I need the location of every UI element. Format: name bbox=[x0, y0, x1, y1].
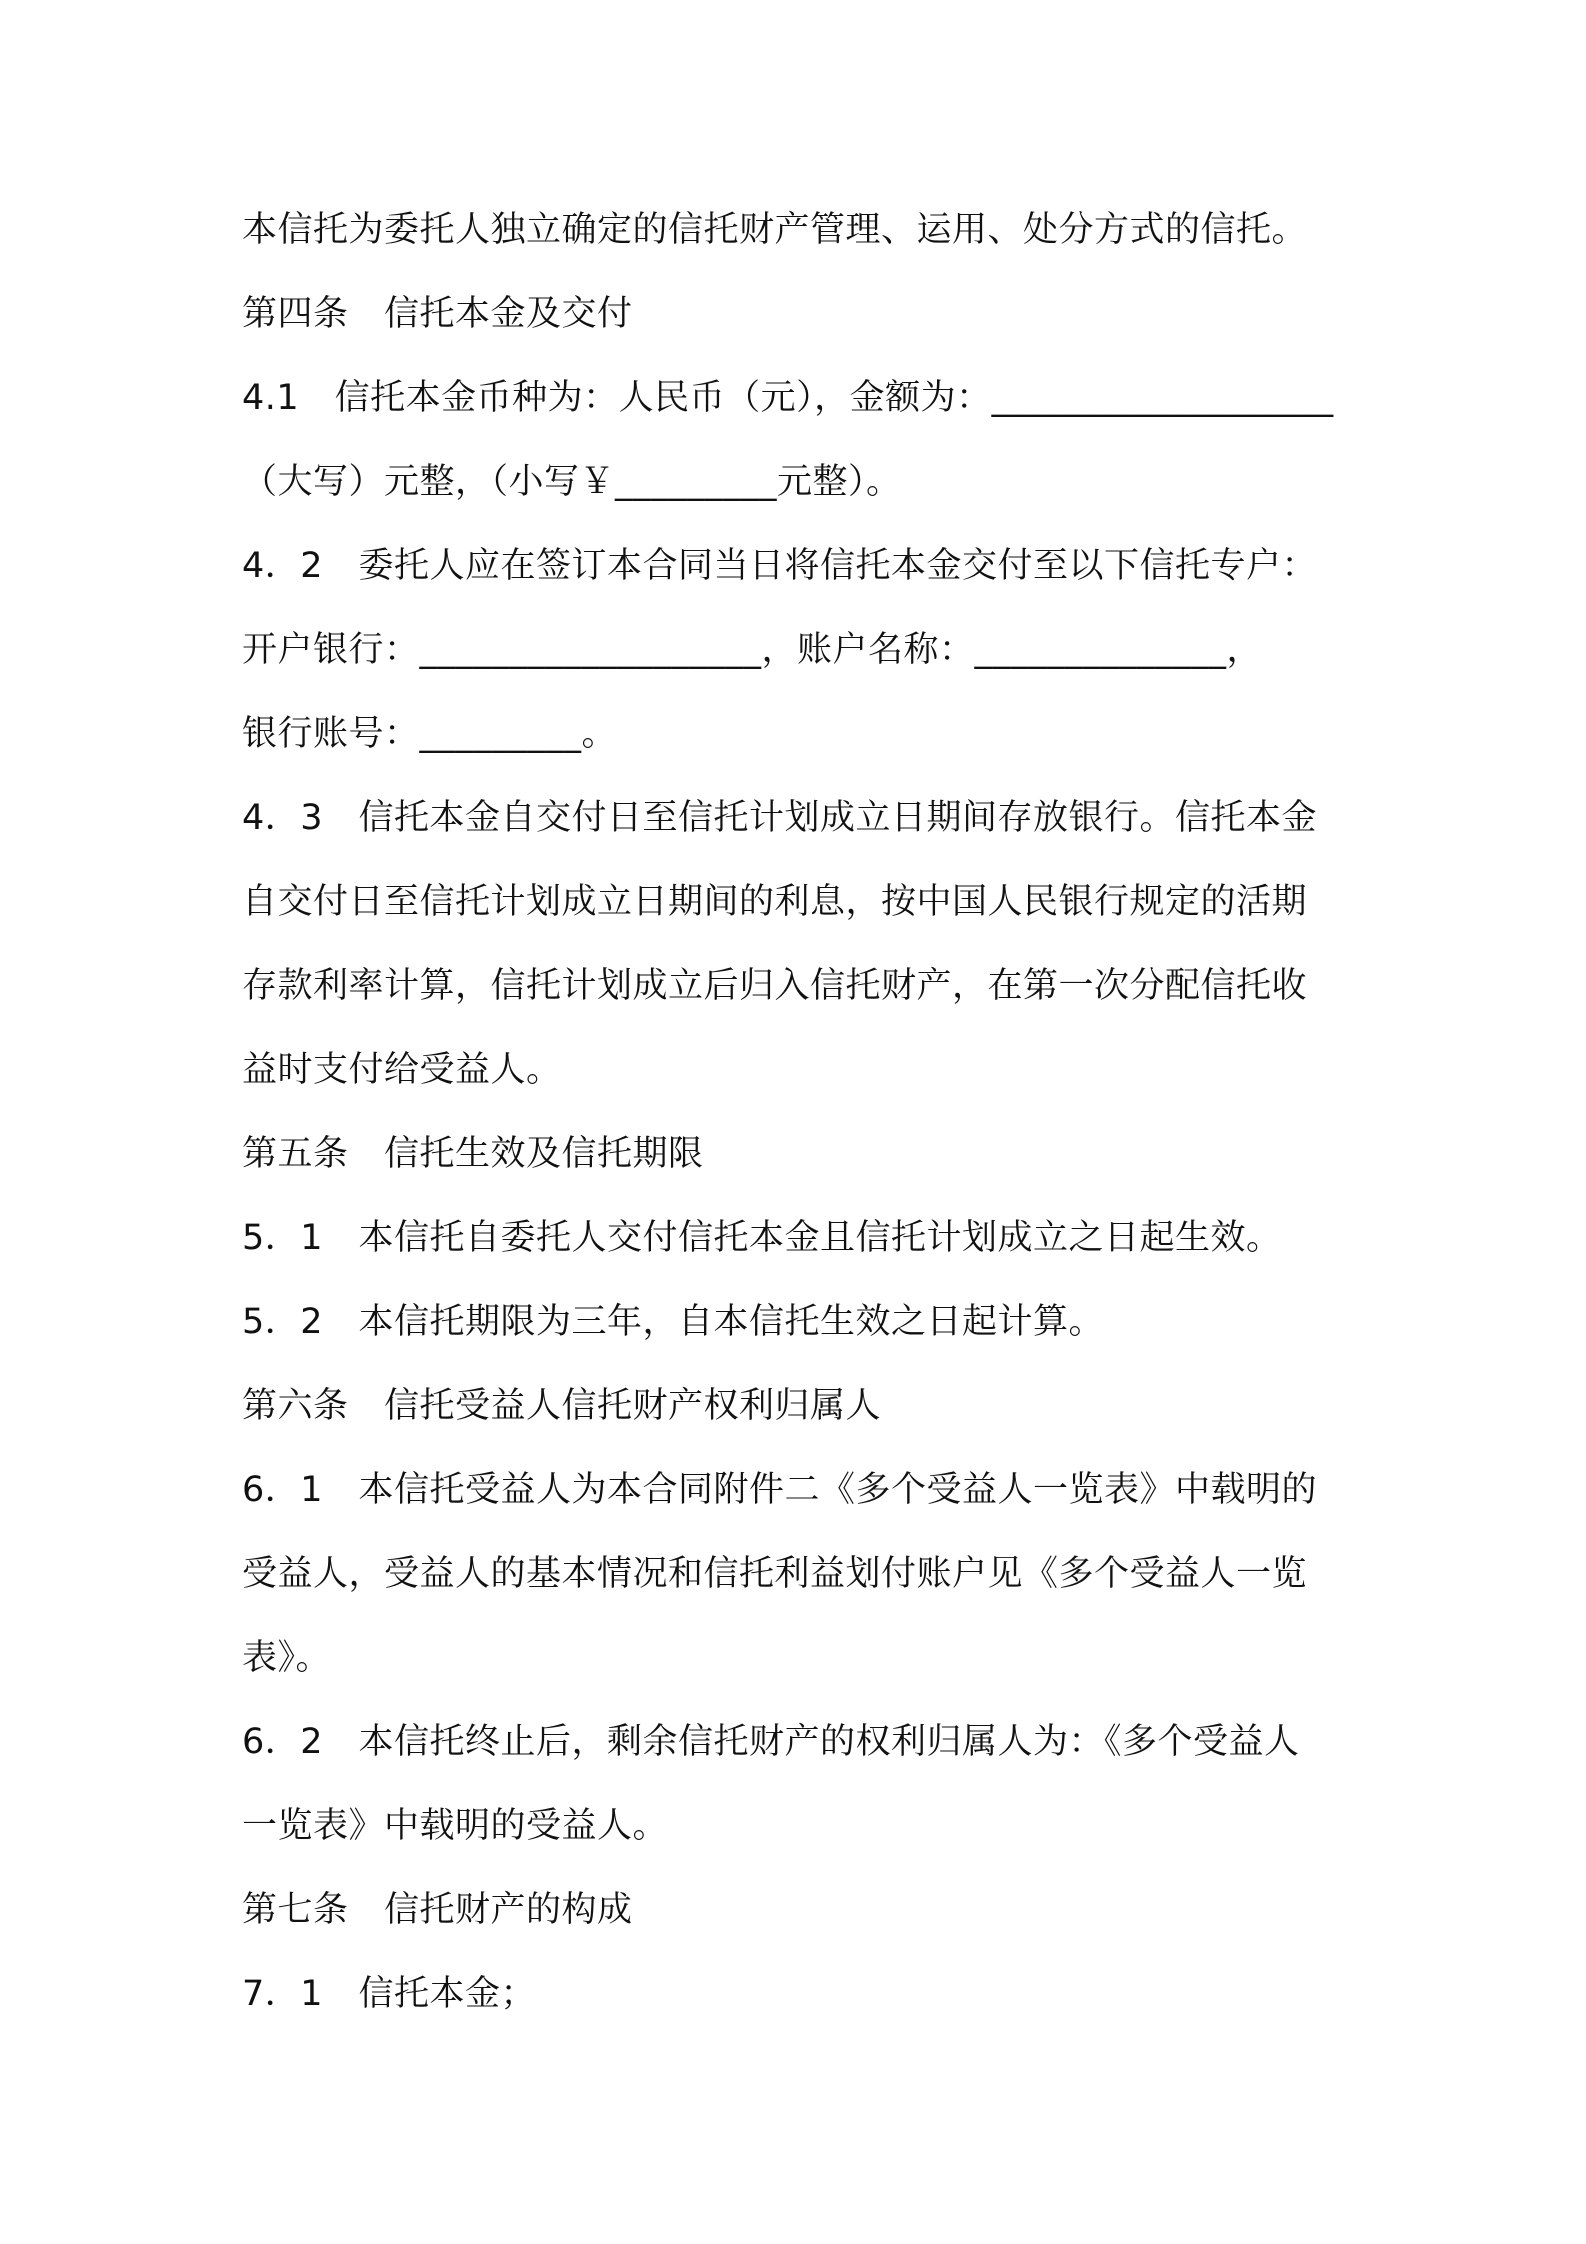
text-line: 益时支付给受益人。 bbox=[242, 1050, 562, 1090]
text-line: 本信托为委托人独立确定的信托财产管理、运用、处分方式的信托。 bbox=[242, 210, 1308, 250]
text-line: 表》。 bbox=[242, 1638, 332, 1678]
text-line: 6．2 本信托终止后，剩余信托财产的权利归属人为：《多个受益人 bbox=[242, 1722, 1300, 1762]
text-line: 一览表》中载明的受益人。 bbox=[242, 1806, 669, 1846]
text-line: 6．1 本信托受益人为本合同附件二《多个受益人一览表》中载明的 bbox=[242, 1470, 1318, 1510]
text-line: 银行账号：_________。 bbox=[242, 714, 618, 754]
text-line: 4.1 信托本金币种为：人民币（元），金额为：___________________ bbox=[242, 378, 1334, 418]
text-line: 5．1 本信托自委托人交付信托本金且信托计划成立之日起生效。 bbox=[242, 1218, 1282, 1258]
text-line: （大写）元整，（小写￥_________元整）。 bbox=[242, 462, 902, 502]
text-line: 4．2 委托人应在签订本合同当日将信托本金交付至以下信托专户： bbox=[242, 546, 1318, 586]
text-line: 自交付日至信托计划成立日期间的利息，按中国人民银行规定的活期 bbox=[242, 882, 1308, 922]
text-line: 受益人，受益人的基本情况和信托利益划付账户见《多个受益人一览 bbox=[242, 1554, 1308, 1594]
section-heading: 第六条 信托受益人信托财产权利归属人 bbox=[242, 1386, 882, 1426]
text-line: 4．3 信托本金自交付日至信托计划成立日期间存放银行。信托本金 bbox=[242, 798, 1318, 838]
text-line: 5．2 本信托期限为三年，自本信托生效之日起计算。 bbox=[242, 1302, 1105, 1342]
section-heading: 第五条 信托生效及信托期限 bbox=[242, 1134, 704, 1174]
section-heading: 第七条 信托财产的构成 bbox=[242, 1890, 633, 1930]
text-line: 存款利率计算，信托计划成立后归入信托财产，在第一次分配信托收 bbox=[242, 966, 1308, 1006]
section-heading: 第四条 信托本金及交付 bbox=[242, 294, 633, 334]
text-line: 7．1 信托本金； bbox=[242, 1974, 537, 2014]
text-line: 开户银行：___________________，账户名称：______________， bbox=[242, 630, 1263, 670]
